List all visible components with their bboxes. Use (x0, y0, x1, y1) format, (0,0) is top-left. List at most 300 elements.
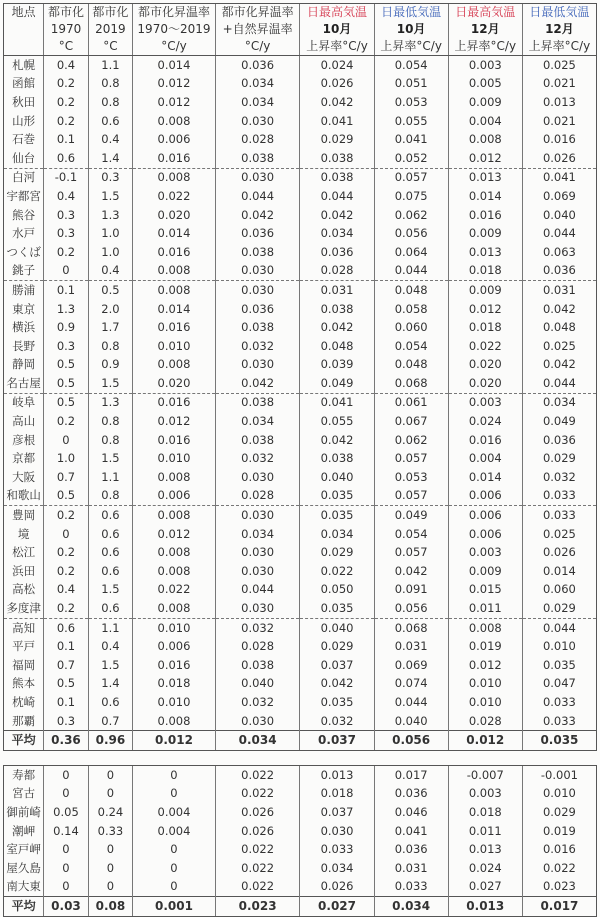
table-cell: 0.008 (133, 262, 216, 281)
table-cell: 0.049 (522, 412, 596, 431)
table-cell: 0.040 (300, 468, 374, 487)
table-cell: 0.019 (522, 822, 596, 841)
station-name: 仙台 (4, 149, 44, 168)
table-cell: 0.046 (374, 803, 448, 822)
table-cell: 0.054 (374, 525, 448, 544)
table-cell: 0.012 (133, 525, 216, 544)
table-cell: 0.022 (215, 785, 300, 804)
table-cell: 0.032 (215, 449, 300, 468)
table-cell: 0.033 (522, 693, 596, 712)
table-cell: 0.039 (300, 356, 374, 375)
table-row (4, 449, 597, 468)
table-cell: 0.3 (88, 168, 132, 187)
table-cell: 0.055 (300, 412, 374, 431)
table-cell: 0.041 (522, 168, 596, 187)
station-name: 秋田 (4, 93, 44, 112)
table-cell: 0.1 (44, 637, 88, 656)
table-cell: 0.004 (448, 112, 522, 131)
column-header: °C/y (133, 38, 216, 56)
table-cell: 0.016 (133, 243, 216, 262)
table-row (4, 581, 597, 600)
table-cell: 0.031 (300, 281, 374, 300)
table-cell: 0.035 (522, 731, 596, 751)
average-row (4, 731, 597, 751)
table-cell: 0.010 (133, 337, 216, 356)
table-cell: 0.015 (448, 581, 522, 600)
table-row (4, 618, 597, 637)
table-cell: 0.022 (215, 765, 300, 784)
table-cell: 0.011 (448, 599, 522, 618)
table-header (4, 4, 597, 56)
table-cell: 0.019 (448, 637, 522, 656)
table-cell: 0.038 (300, 449, 374, 468)
table-cell: 0.016 (448, 431, 522, 450)
column-header: 地点 (4, 4, 44, 22)
table-cell: 0.008 (133, 468, 216, 487)
table-cell: 0.4 (44, 581, 88, 600)
header-row (4, 21, 597, 38)
table-cell: 0.032 (215, 337, 300, 356)
table-cell: 0.016 (448, 206, 522, 225)
table-cell: 0.027 (300, 897, 374, 917)
station-name: 東京 (4, 300, 44, 319)
table-cell: 0.038 (300, 168, 374, 187)
station-name: 山形 (4, 112, 44, 131)
table-cell: 0.042 (215, 206, 300, 225)
table-cell: 0.016 (133, 431, 216, 450)
table-cell: 0.008 (133, 168, 216, 187)
table-cell: 0.040 (215, 675, 300, 694)
station-name: 御前崎 (4, 803, 44, 822)
table-cell: 0.4 (88, 262, 132, 281)
table-cell: 0.36 (44, 731, 88, 751)
table-cell: 0.044 (522, 374, 596, 393)
table-cell: 0.7 (88, 712, 132, 731)
column-header: 上昇率°C/y (448, 38, 522, 56)
table-row (4, 822, 597, 841)
table-cell: 0.001 (133, 897, 216, 917)
table-row (4, 656, 597, 675)
table-cell: 0.044 (374, 262, 448, 281)
table-cell: 0.036 (215, 224, 300, 243)
table-cell: 0.048 (374, 356, 448, 375)
table-cell: 0.010 (522, 637, 596, 656)
table-cell: 0 (88, 840, 132, 859)
table-cell: 0.069 (374, 656, 448, 675)
table-cell: 0.011 (448, 822, 522, 841)
table-cell: 0.6 (88, 506, 132, 525)
table-cell: 0.009 (448, 562, 522, 581)
table-cell: 0.6 (88, 562, 132, 581)
table-cell: 0.6 (88, 525, 132, 544)
station-name: 銚子 (4, 262, 44, 281)
table-cell: 0.028 (300, 262, 374, 281)
column-header: 10月 (374, 21, 448, 38)
table-cell: 0.056 (374, 599, 448, 618)
table-cell: 1.5 (88, 449, 132, 468)
table-cell: 0.038 (300, 149, 374, 168)
table-cell: 0.4 (44, 56, 88, 75)
table-cell: 0.056 (374, 731, 448, 751)
station-name: 勝浦 (4, 281, 44, 300)
table-cell: 0.020 (133, 206, 216, 225)
table-cell: 0.14 (44, 822, 88, 841)
table-cell: 1.0 (88, 224, 132, 243)
table-cell: 0.4 (88, 637, 132, 656)
table-cell: 0.028 (215, 130, 300, 149)
table-cell: 0.7 (44, 468, 88, 487)
table-cell: 0.041 (300, 393, 374, 412)
table-row (4, 168, 597, 187)
table-cell: 0.035 (300, 599, 374, 618)
table-cell: 0.023 (215, 897, 300, 917)
table-cell: 0.022 (133, 581, 216, 600)
table-cell: 0.053 (374, 93, 448, 112)
table-cell: 0.008 (448, 618, 522, 637)
table-cell: 0.055 (374, 112, 448, 131)
table-cell: 0 (44, 525, 88, 544)
table-cell: 0.3 (44, 224, 88, 243)
table-cell: 0.9 (88, 356, 132, 375)
table-row (4, 75, 597, 94)
table-cell: 0.038 (215, 393, 300, 412)
table-cell: 0.030 (215, 112, 300, 131)
table-cell: 0 (133, 859, 216, 878)
table-cell: 0.067 (374, 412, 448, 431)
table-cell: 0.028 (448, 712, 522, 731)
station-name: 静岡 (4, 356, 44, 375)
table-cell: 0.054 (374, 337, 448, 356)
table-cell: 0.030 (300, 822, 374, 841)
table-cell: 0.063 (522, 243, 596, 262)
table-row (4, 243, 597, 262)
table-cell: 0 (44, 878, 88, 897)
table-row (4, 803, 597, 822)
table-cell: 0.004 (448, 449, 522, 468)
table-cell: 0.060 (374, 318, 448, 337)
table-cell: 0.041 (374, 822, 448, 841)
station-name: 大阪 (4, 468, 44, 487)
table-cell: 0 (88, 785, 132, 804)
table-row (4, 878, 597, 897)
table-row (4, 281, 597, 300)
table-cell: 0.020 (448, 374, 522, 393)
station-name: 豊岡 (4, 506, 44, 525)
table-cell: 0.008 (133, 356, 216, 375)
table-cell: 0.036 (215, 56, 300, 75)
table-cell: -0.001 (522, 765, 596, 784)
table-cell: 0.2 (44, 112, 88, 131)
table-cell: 0.013 (522, 93, 596, 112)
table-cell: 1.4 (88, 149, 132, 168)
table-cell: 0.029 (300, 543, 374, 562)
table-cell: 0.031 (522, 281, 596, 300)
table-cell: 0.006 (448, 487, 522, 506)
table-cell: 0.2 (44, 412, 88, 431)
table-row (4, 506, 597, 525)
table-cell: 0.016 (133, 656, 216, 675)
table-cell: 0.044 (300, 187, 374, 206)
table-cell: 0.016 (133, 393, 216, 412)
table-cell: 0 (44, 785, 88, 804)
table-cell: 1.4 (88, 675, 132, 694)
table-cell: 0.018 (448, 803, 522, 822)
table-row (4, 543, 597, 562)
table-row (4, 56, 597, 75)
table-cell: 0.024 (300, 56, 374, 75)
table-cell: 0.017 (522, 897, 596, 917)
table-cell: 0.042 (300, 431, 374, 450)
table-row (4, 93, 597, 112)
table-cell: 0.038 (215, 243, 300, 262)
table-cell: 0.4 (44, 187, 88, 206)
table-row (4, 356, 597, 375)
table-cell: 0.037 (300, 731, 374, 751)
table-cell: 0.020 (133, 374, 216, 393)
table-cell: 0.08 (88, 897, 132, 917)
table-row (4, 525, 597, 544)
table-cell: 0 (44, 431, 88, 450)
table-cell: 0.032 (300, 712, 374, 731)
table-cell: 0.032 (215, 693, 300, 712)
station-name: 宇都宮 (4, 187, 44, 206)
column-header: 1970〜2019 (133, 21, 216, 38)
station-name: 長野 (4, 337, 44, 356)
table-cell: 0.060 (522, 581, 596, 600)
table-cell: 0.016 (522, 130, 596, 149)
station-name: 松江 (4, 543, 44, 562)
table-cell: 0.8 (88, 431, 132, 450)
table-cell: 0.5 (44, 374, 88, 393)
table-cell: 0.6 (88, 543, 132, 562)
header-row (4, 38, 597, 56)
column-header: 都市化昇温率 (133, 4, 216, 22)
station-name: 和歌山 (4, 487, 44, 506)
table-cell: 0.047 (522, 675, 596, 694)
table-cell: 0.030 (215, 356, 300, 375)
column-header: 都市化昇温率 (215, 4, 300, 22)
column-header: °C/y (215, 38, 300, 56)
table-cell: 0.022 (215, 840, 300, 859)
table-cell: 0.9 (44, 318, 88, 337)
table-cell: 0.016 (133, 318, 216, 337)
table-cell: 0.057 (374, 487, 448, 506)
table-cell: 0.032 (215, 618, 300, 637)
table-row (4, 300, 597, 319)
table-cell: 0.018 (133, 675, 216, 694)
table-cell: 0.033 (522, 506, 596, 525)
table-cell: 0.034 (215, 93, 300, 112)
spacer-row (4, 750, 597, 765)
table-cell: 0.021 (522, 75, 596, 94)
table-cell: 0.022 (215, 878, 300, 897)
table-cell: 0.013 (448, 897, 522, 917)
table-cell: 0.010 (133, 449, 216, 468)
table-cell: 0.044 (215, 581, 300, 600)
table-cell: 0 (133, 785, 216, 804)
station-name: 室戸岬 (4, 840, 44, 859)
table-cell: 0.004 (133, 803, 216, 822)
table-cell: 0.008 (133, 281, 216, 300)
column-header: 12月 (522, 21, 596, 38)
column-header: °C (88, 38, 132, 56)
table-cell: 0.034 (374, 897, 448, 917)
table-row (4, 765, 597, 784)
table-cell: 0.031 (374, 859, 448, 878)
table-cell: 0.2 (44, 75, 88, 94)
station-name: 多度津 (4, 599, 44, 618)
table-cell: 0.033 (374, 878, 448, 897)
table-cell: 0.014 (133, 56, 216, 75)
table-cell: 0.033 (522, 712, 596, 731)
station-name: 札幌 (4, 56, 44, 75)
table-cell: 0.008 (133, 599, 216, 618)
column-header: 都市化 (44, 4, 88, 22)
table-cell: 0.074 (374, 675, 448, 694)
table-cell: 0.6 (88, 112, 132, 131)
table-cell: 0.012 (448, 731, 522, 751)
table-cell: 0.069 (522, 187, 596, 206)
station-name: 岐阜 (4, 393, 44, 412)
table-cell: 0.8 (88, 75, 132, 94)
table-row (4, 337, 597, 356)
table-cell: 0.4 (88, 130, 132, 149)
table-cell: 0.014 (133, 300, 216, 319)
table-cell: 0.013 (448, 840, 522, 859)
table-cell: 0.8 (88, 487, 132, 506)
table-cell: 0.035 (300, 487, 374, 506)
station-name: 熊谷 (4, 206, 44, 225)
table-cell: 0.024 (448, 859, 522, 878)
table-cell: 0.013 (300, 765, 374, 784)
table-cell: 0.012 (133, 412, 216, 431)
table-cell: 0.5 (88, 281, 132, 300)
table-cell: 0.006 (448, 506, 522, 525)
table-cell: 0.029 (522, 449, 596, 468)
station-name: 函館 (4, 75, 44, 94)
table-cell: 0.030 (215, 562, 300, 581)
table-cell: 0.040 (374, 712, 448, 731)
table-cell: 0.025 (522, 337, 596, 356)
table-cell: 0.034 (215, 731, 300, 751)
table-cell: 0.034 (300, 525, 374, 544)
table-cell: 0.05 (44, 803, 88, 822)
table-cell: 0 (88, 859, 132, 878)
table-cell: 0.2 (44, 506, 88, 525)
spacer (4, 750, 597, 765)
table-cell: 0.042 (215, 374, 300, 393)
table-cell: 0 (133, 840, 216, 859)
table-cell: 0.1 (44, 130, 88, 149)
station-name: 浜田 (4, 562, 44, 581)
station-name: 高山 (4, 412, 44, 431)
table-cell: 0.004 (133, 822, 216, 841)
table-cell: 0.036 (300, 243, 374, 262)
station-name: 福岡 (4, 656, 44, 675)
table-cell: 0.053 (374, 468, 448, 487)
table-cell: 1.1 (88, 468, 132, 487)
table-cell: 0.028 (215, 637, 300, 656)
table-cell: 0.057 (374, 543, 448, 562)
table-cell: 0.030 (215, 168, 300, 187)
table-cell: 0.012 (133, 731, 216, 751)
table-cell: 0.023 (522, 878, 596, 897)
table-cell: 0.2 (44, 562, 88, 581)
station-name: 寿都 (4, 765, 44, 784)
station-name: 白河 (4, 168, 44, 187)
table-cell: 0.048 (522, 318, 596, 337)
station-name: 横浜 (4, 318, 44, 337)
table-cell: 0.042 (300, 675, 374, 694)
table-cell: 0.029 (522, 599, 596, 618)
table-cell: 0.035 (300, 506, 374, 525)
table-cell: 0.030 (215, 468, 300, 487)
table-cell: 0.8 (88, 337, 132, 356)
table-cell: 0.016 (522, 840, 596, 859)
table-cell: 0.034 (522, 393, 596, 412)
table-cell: 0.034 (215, 412, 300, 431)
table-cell: 0.2 (44, 243, 88, 262)
temperature-table (3, 3, 597, 917)
table-cell: 0.3 (44, 712, 88, 731)
table-cell: 0.038 (215, 431, 300, 450)
station-name: 水戸 (4, 224, 44, 243)
table-cell: 0.041 (374, 130, 448, 149)
station-name: 高松 (4, 581, 44, 600)
table-cell: 0.013 (448, 168, 522, 187)
table-row (4, 693, 597, 712)
table-cell: 0.036 (215, 300, 300, 319)
table-cell: 1.1 (88, 618, 132, 637)
column-header: 2019 (88, 21, 132, 38)
table-cell: 0.1 (44, 693, 88, 712)
station-name: 境 (4, 525, 44, 544)
column-header: 10月 (300, 21, 374, 38)
table-cell: 0.022 (448, 337, 522, 356)
table-cell: 0.044 (215, 187, 300, 206)
table-cell: 0.6 (88, 693, 132, 712)
table-cell: 0.075 (374, 187, 448, 206)
table-cell: 0.048 (374, 281, 448, 300)
table-cell: 0.041 (300, 112, 374, 131)
table-cell: 0.1 (44, 281, 88, 300)
table-cell: 0.7 (44, 656, 88, 675)
table-cell: 0.040 (522, 206, 596, 225)
table-cell: 0.026 (215, 822, 300, 841)
table-cell: 0 (133, 878, 216, 897)
table-cell: 0.5 (44, 487, 88, 506)
column-header: 12月 (448, 21, 522, 38)
table-cell: 0.018 (300, 785, 374, 804)
table-cell: 0.003 (448, 543, 522, 562)
table-cell: 0.057 (374, 449, 448, 468)
table-cell: 0.6 (88, 599, 132, 618)
table-cell: 0.008 (133, 562, 216, 581)
table-cell: 0.018 (448, 318, 522, 337)
table-cell: 0.010 (133, 693, 216, 712)
table-cell: 0.014 (448, 468, 522, 487)
table-cell: 0.5 (44, 393, 88, 412)
table-cell: 0.042 (374, 562, 448, 581)
table-cell: 0.012 (133, 75, 216, 94)
table-cell: 0.6 (44, 149, 88, 168)
column-header: 日最高気温 (300, 4, 374, 22)
table-row (4, 487, 597, 506)
table-cell: 0.013 (448, 243, 522, 262)
table-cell: 0.049 (374, 506, 448, 525)
table-cell: 0.5 (44, 356, 88, 375)
table-cell: 0.008 (448, 130, 522, 149)
